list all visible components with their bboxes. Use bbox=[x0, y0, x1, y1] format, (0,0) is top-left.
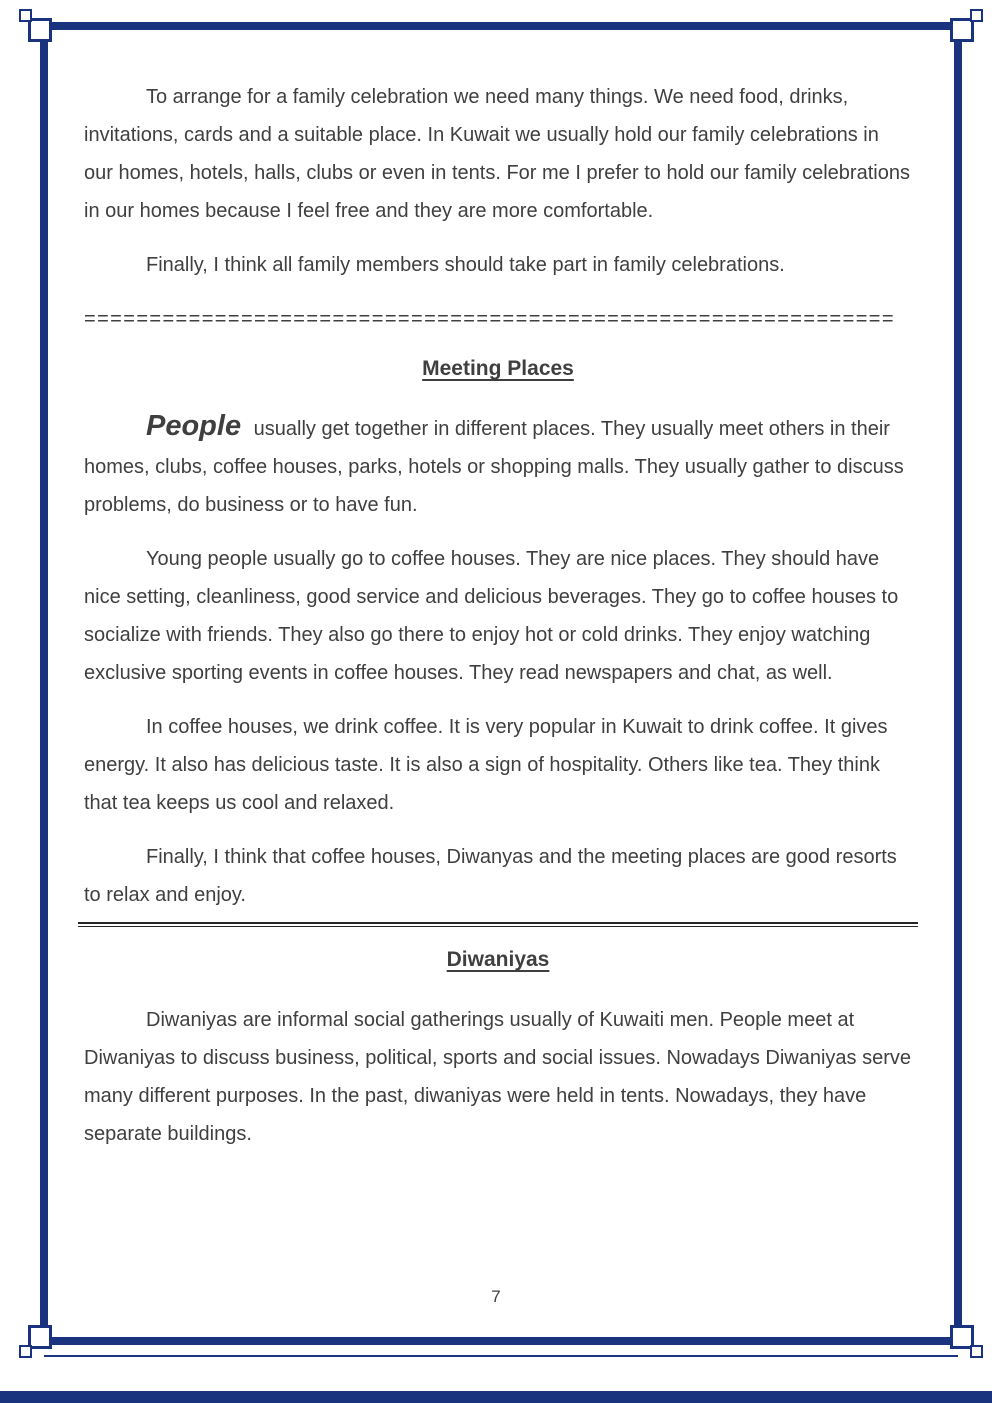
heading-meeting-places-text: Meeting Places bbox=[422, 357, 574, 380]
paragraph-family-celebration-finally: Finally, I think all family members should take part in family celebrations. bbox=[146, 254, 785, 276]
page-border-bottom-strip bbox=[0, 1391, 992, 1403]
border-corner-square-bottom-left bbox=[19, 1345, 32, 1358]
paragraph-young-people-coffee-houses: Young people usually go to coffee houses. They are nice places. They should have nice setting, cleanliness, good service and delicious beverages. They go to coffee houses to socialize with friends. They also go there to enjoy hot or cold drinks. They enjoy watching exclusive sporting events in coffee houses. They read newspapers and chat, as well. bbox=[84, 548, 899, 684]
border-corner-square-top-left bbox=[19, 9, 32, 22]
border-corner-square-top-right bbox=[970, 9, 983, 22]
paragraph-family-celebration-arrange: To arrange for a family celebration we need many things. We need food, drinks, invitations, cards and a suitable place. In Kuwait we usually hold our family celebrations in our homes, hotels, halls, clubs or even in tents. For me I prefer to hold our family celebrations in our homes because I feel free and they are more comfortable. bbox=[84, 86, 910, 222]
people-lead-word: People bbox=[146, 410, 242, 442]
section-divider-rule bbox=[78, 922, 918, 927]
page-border-thin-line bbox=[44, 1355, 958, 1357]
page-number: 7 bbox=[491, 1287, 501, 1306]
heading-meeting-places bbox=[84, 350, 912, 388]
paragraph-diwaniyas: Diwaniyas are informal social gatherings usually of Kuwaiti men. People meet at Diwaniyas to discuss business, political, sports and social issues. Nowadays Diwaniyas serve many different purposes. In the past, diwaniyas were held in tents. Nowadays, they have separate buildings. bbox=[84, 1009, 912, 1145]
paragraph-people-intro-text: usually get together in different places. They usually meet others in their homes, clubs, coffee houses, parks, hotels or shopping malls. They usually gather to discuss problems, do business or to have fun. bbox=[84, 418, 904, 516]
equals-divider: ============================================================== bbox=[84, 308, 895, 330]
paragraph-coffee-and-tea: In coffee houses, we drink coffee. It is very popular in Kuwait to drink coffee. It gives energy. It also has delicious taste. It is also a sign of hospitality. Others like tea. They think that tea keeps us cool and relaxed. bbox=[84, 716, 888, 814]
border-corner-square-bottom-right bbox=[970, 1345, 983, 1358]
heading-diwaniyas-text: Diwaniyas bbox=[446, 948, 550, 971]
paragraph-people-intro bbox=[84, 410, 912, 524]
heading-diwaniyas bbox=[84, 941, 912, 979]
paragraph-meeting-places-finally: Finally, I think that coffee houses, Diwanyas and the meeting places are good resorts to relax and enjoy. bbox=[84, 846, 897, 906]
